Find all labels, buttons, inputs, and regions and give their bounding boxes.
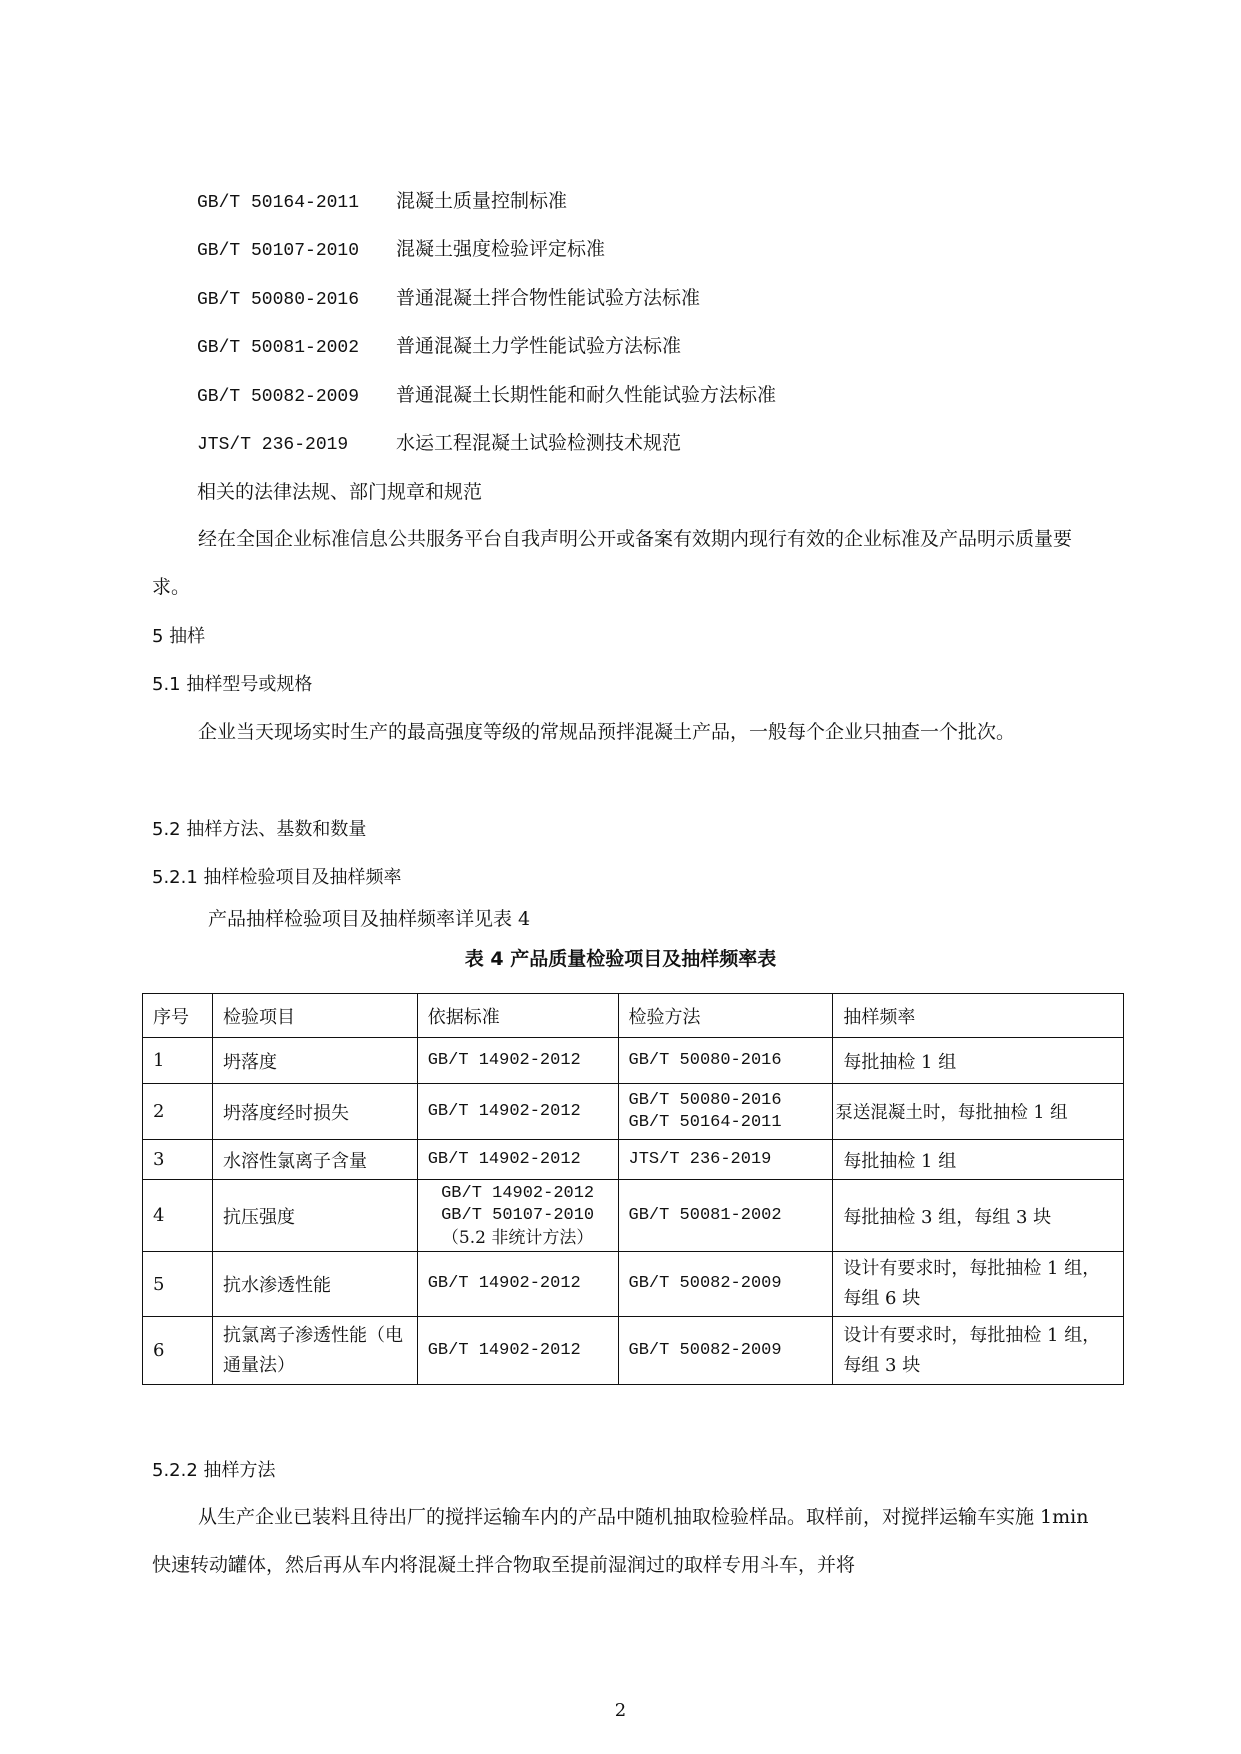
- cell-frequency: 每批抽检 1 组: [833, 1038, 1124, 1084]
- table-header-row: [143, 994, 1124, 1038]
- reference-title: 普通混凝土拌合物性能试验方法标准: [396, 287, 701, 309]
- reference-title: 普通混凝土长期性能和耐久性能试验方法标准: [396, 384, 777, 406]
- cell-no: 5: [143, 1252, 213, 1317]
- reference-line: [197, 334, 681, 360]
- reference-title: 普通混凝土力学性能试验方法标准: [396, 335, 682, 357]
- section-5-2-2-paragraph: 从生产企业已装料且待出厂的搅拌运输车内的产品中随机抽取检验样品。取样前，对搅拌运输车实施 1min 快速转动罐体，然后再从车内将混凝土拌合物取至提前湿润过的取样专用斗车，并将: [152, 1506, 1089, 1576]
- section-5-2-2-heading: 5.2.2 抽样方法: [152, 1460, 276, 1481]
- table-caption: 表 4 产品质量检验项目及抽样频率表: [464, 948, 777, 970]
- section-5-1-paragraph: 企业当天现场实时生产的最高强度等级的常规品预拌混凝土产品，一般每个企业只抽查一个批次。: [198, 721, 1016, 743]
- reference-code: GB/T 50107-2010: [197, 241, 360, 261]
- standard-code: GB/T 14902-2012: [427, 1340, 581, 1360]
- reference-code: GB/T 50082-2009: [197, 387, 360, 407]
- standard-code: GB/T 14902-2012: [441, 1183, 595, 1203]
- method-code: GB/T 50164-2011: [628, 1112, 782, 1132]
- cell-method: [618, 1084, 833, 1140]
- standard-code: GB/T 14902-2012: [427, 1274, 581, 1293]
- cell-no: 6: [143, 1317, 213, 1385]
- cell-standard: [417, 1140, 618, 1180]
- method-code: JTS/T 236-2019: [628, 1149, 772, 1169]
- header-frequency: 抽样频率: [833, 994, 1124, 1038]
- header-no: 序号: [143, 994, 213, 1038]
- laws-line: 相关的法律法规、部门规章和规范: [197, 481, 483, 503]
- cell-frequency: 设计有要求时，每批抽检 1 组，每组 6 块: [833, 1252, 1124, 1317]
- method-code: GB/T 50081-2002: [628, 1205, 782, 1225]
- cell-item: 坍落度经时损失: [212, 1084, 417, 1140]
- standard-note: （5.2 非统计方法）: [441, 1227, 594, 1248]
- cell-item: 抗水渗透性能: [212, 1252, 417, 1317]
- section-5-1-heading: 5.1 抽样型号或规格: [152, 674, 313, 695]
- reference-title: 混凝土强度检验评定标准: [396, 238, 606, 260]
- cell-frequency: 每批抽检 1 组: [833, 1140, 1124, 1180]
- cell-item: 抗氯离子渗透性能（电通量法）: [212, 1317, 417, 1385]
- reference-code: GB/T 50080-2016: [197, 290, 360, 310]
- cell-standard: [417, 1038, 618, 1084]
- standard-code: GB/T 14902-2012: [427, 1149, 581, 1169]
- header-method: 检验方法: [618, 994, 833, 1038]
- cell-frequency: 设计有要求时，每批抽检 1 组，每组 3 块: [833, 1317, 1124, 1385]
- section-5-2-heading: 5.2 抽样方法、基数和数量: [152, 819, 367, 840]
- cell-method: [618, 1317, 833, 1385]
- standard-code: GB/T 14902-2012: [427, 1101, 581, 1121]
- header-item: 检验项目: [212, 994, 417, 1038]
- method-code: GB/T 50080-2016: [628, 1090, 782, 1110]
- section-5-2-1-heading: 5.2.1 抽样检验项目及抽样频率: [152, 867, 402, 888]
- cell-item: 抗压强度: [212, 1180, 417, 1252]
- cell-item: 水溶性氯离子含量: [212, 1140, 417, 1180]
- cell-frequency: 泵送混凝土时，每批抽检 1 组: [833, 1084, 1124, 1140]
- cell-no: 2: [143, 1084, 213, 1140]
- reference-code: GB/T 50164-2011: [197, 193, 360, 213]
- header-standard: 依据标准: [417, 994, 618, 1038]
- method-code: GB/T 50080-2016: [628, 1050, 782, 1070]
- page-number: 2: [614, 1700, 627, 1721]
- table-row: [143, 1038, 1124, 1084]
- table-row: [143, 1084, 1124, 1140]
- reference-line: [197, 431, 681, 457]
- section-5-heading: 5 抽样: [152, 626, 206, 647]
- cell-standard: [417, 1317, 618, 1385]
- reference-title: 水运工程混凝土试验检测技术规范: [396, 432, 682, 454]
- method-code: GB/T 50082-2009: [628, 1340, 782, 1360]
- enterprise-paragraph: 经在全国企业标准信息公共服务平台自我声明公开或备案有效期内现行有效的企业标准及产品明示质量要求。: [152, 528, 1073, 598]
- table-intro: 产品抽样检验项目及抽样频率详见表 4: [208, 908, 531, 930]
- reference-line: [197, 237, 605, 263]
- cell-method: [618, 1038, 833, 1084]
- reference-line: [197, 189, 567, 215]
- reference-line: [197, 286, 700, 312]
- cell-method: [618, 1140, 833, 1180]
- cell-item: 坍落度: [212, 1038, 417, 1084]
- cell-standard: [417, 1180, 618, 1252]
- standard-code: GB/T 50107-2010: [441, 1205, 595, 1225]
- reference-code: JTS/T 236-2019: [197, 435, 349, 455]
- reference-code: GB/T 50081-2002: [197, 338, 360, 358]
- method-code: GB/T 50082-2009: [628, 1274, 782, 1293]
- cell-method: [618, 1252, 833, 1317]
- inspection-table: [142, 993, 1124, 1385]
- cell-method: [618, 1180, 833, 1252]
- table-row: [143, 1317, 1124, 1385]
- reference-line: [197, 383, 776, 409]
- reference-title: 混凝土质量控制标准: [396, 190, 568, 212]
- table-row: [143, 1180, 1124, 1252]
- cell-frequency: 每批抽检 3 组，每组 3 块: [833, 1180, 1124, 1252]
- cell-no: 4: [143, 1180, 213, 1252]
- table-row: [143, 1252, 1124, 1317]
- cell-standard: [417, 1252, 618, 1317]
- table-row: [143, 1140, 1124, 1180]
- cell-standard: [417, 1084, 618, 1140]
- standard-code: GB/T 14902-2012: [427, 1050, 581, 1070]
- cell-no: 1: [143, 1038, 213, 1084]
- cell-no: 3: [143, 1140, 213, 1180]
